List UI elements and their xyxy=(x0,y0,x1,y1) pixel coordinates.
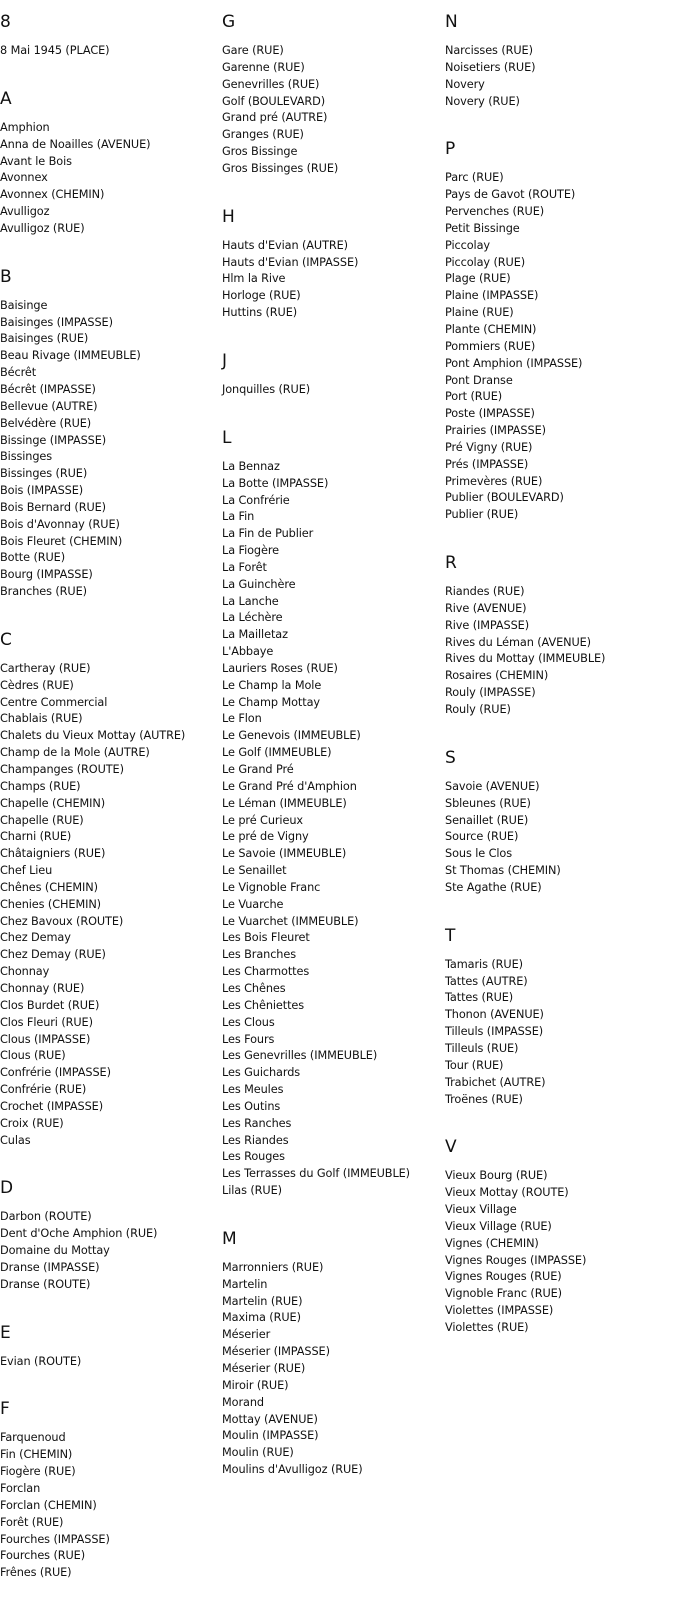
street-link[interactable]: Le Vuarche xyxy=(222,897,284,911)
street-link[interactable]: Farquenoud xyxy=(0,1431,66,1445)
street-index-column-1 xyxy=(0,0,222,1599)
street-link[interactable]: Branches (RUE) xyxy=(0,585,87,599)
street-list xyxy=(0,1354,222,1371)
street-link[interactable]: Rouly (IMPASSE) xyxy=(445,686,536,700)
street-link[interactable]: Riandes (RUE) xyxy=(445,585,525,599)
street-link[interactable]: Avonnex (CHEMIN) xyxy=(0,188,105,202)
street-link[interactable]: Chonnay (RUE) xyxy=(0,981,85,995)
street-link[interactable]: Moulin (RUE) xyxy=(222,1446,294,1460)
street-link[interactable]: Rosaires (CHEMIN) xyxy=(445,669,549,683)
street-link[interactable]: Avulligoz xyxy=(0,205,50,219)
street-link[interactable]: Publier (BOULEVARD) xyxy=(445,491,564,505)
street-link[interactable]: Baisinge xyxy=(0,298,48,312)
street-link[interactable]: Tattes (RUE) xyxy=(445,991,514,1005)
street-link[interactable]: Bois Fleuret (CHEMIN) xyxy=(0,534,123,548)
street-link[interactable]: Sbleunes (RUE) xyxy=(445,796,531,810)
street-link[interactable]: Charni (RUE) xyxy=(0,830,72,844)
street-link[interactable]: Le Léman (IMMEUBLE) xyxy=(222,796,347,810)
street-link[interactable]: Bellevue (AUTRE) xyxy=(0,399,98,413)
street-link[interactable]: Lauriers Roses (RUE) xyxy=(222,661,338,675)
street-link[interactable]: Forêt (RUE) xyxy=(0,1515,64,1529)
street-link[interactable]: Forclan (CHEMIN) xyxy=(0,1498,97,1512)
street-link[interactable]: Châtaigniers (RUE) xyxy=(0,847,106,861)
street-link[interactable]: Les Meules xyxy=(222,1083,284,1097)
street-link[interactable]: Les Rouges xyxy=(222,1150,285,1164)
section-spacer xyxy=(222,322,444,339)
letter-section-e xyxy=(0,1311,222,1388)
street-link[interactable]: Les Ranches xyxy=(222,1116,292,1130)
street-link[interactable]: Clous (IMPASSE) xyxy=(0,1032,91,1046)
street-link[interactable]: Tilleuls (IMPASSE) xyxy=(445,1025,544,1039)
street-link[interactable]: Hlm la Rive xyxy=(222,272,286,286)
street-link[interactable]: Bois Bernard (RUE) xyxy=(0,500,106,514)
street-link[interactable]: Pommiers (RUE) xyxy=(445,339,536,353)
street-link[interactable]: Méserier xyxy=(222,1328,271,1342)
street-link[interactable]: Plage (RUE) xyxy=(445,272,511,286)
section-spacer xyxy=(0,238,222,255)
street-list xyxy=(222,1260,444,1479)
street-link[interactable]: Pont Dranse xyxy=(445,373,513,387)
section-spacer xyxy=(445,524,667,541)
street-link[interactable]: Genevrilles (RUE) xyxy=(222,77,320,91)
letter-section-g xyxy=(222,0,444,195)
street-link[interactable]: La Forêt xyxy=(222,560,267,574)
street-link[interactable]: Avonnex xyxy=(0,171,48,185)
street-link[interactable]: Garenne (RUE) xyxy=(222,60,305,74)
section-letter-heading: N xyxy=(445,12,458,32)
street-link[interactable]: Troënes (RUE) xyxy=(445,1092,523,1106)
street-link[interactable]: Plante (CHEMIN) xyxy=(445,322,537,336)
street-link[interactable]: Le Senaillet xyxy=(222,864,287,878)
street-link[interactable]: Bissinges (RUE) xyxy=(0,467,88,481)
street-link[interactable]: Crochet (IMPASSE) xyxy=(0,1099,104,1113)
section-letter-heading: T xyxy=(445,925,456,946)
street-link[interactable]: Beau Rivage (IMMEUBLE) xyxy=(0,349,141,363)
street-link[interactable]: Vieux Mottay (ROUTE) xyxy=(445,1186,569,1200)
street-link[interactable]: Le pré Curieux xyxy=(222,813,303,827)
street-list xyxy=(0,43,222,60)
letter-section-a xyxy=(0,77,222,255)
street-list xyxy=(0,1209,222,1293)
street-link[interactable]: Lilas (RUE) xyxy=(222,1184,282,1198)
street-link[interactable]: Trabichet (AUTRE) xyxy=(445,1075,546,1089)
street-link[interactable]: Martelin (RUE) xyxy=(222,1294,303,1308)
street-link[interactable]: La Botte (IMPASSE) xyxy=(222,476,329,490)
street-link[interactable]: Maxima (RUE) xyxy=(222,1311,301,1325)
section-spacer xyxy=(0,60,222,77)
letter-section-f xyxy=(0,1387,222,1599)
letter-section-n xyxy=(445,0,667,127)
street-link[interactable]: Avulligoz (RUE) xyxy=(0,221,85,235)
street-link[interactable]: Vignes (CHEMIN) xyxy=(445,1236,539,1250)
street-link[interactable]: Le Grand Pré xyxy=(222,763,294,776)
street-list xyxy=(0,1430,222,1582)
street-link[interactable]: Publier (RUE) xyxy=(445,508,519,522)
street-link[interactable]: L'Abbaye xyxy=(222,645,274,659)
street-link[interactable]: Narcisses (RUE) xyxy=(445,44,533,57)
letter-section-v xyxy=(445,1125,667,1353)
street-link[interactable]: Sous le Clos xyxy=(445,847,513,861)
street-link[interactable]: Chapelle (CHEMIN) xyxy=(0,796,106,810)
section-letter-heading: E xyxy=(0,1322,11,1343)
street-link[interactable]: Morand xyxy=(222,1395,264,1409)
street-link[interactable]: Champ de la Mole (AUTRE) xyxy=(0,746,150,760)
street-link[interactable]: Centre Commercial xyxy=(0,695,108,709)
street-link[interactable]: Confrérie (RUE) xyxy=(0,1083,87,1097)
street-link[interactable]: Le Vignoble Franc xyxy=(222,880,321,894)
street-link[interactable]: Champanges (ROUTE) xyxy=(0,763,124,776)
section-letter-heading: L xyxy=(222,427,232,448)
letter-section-d xyxy=(0,1166,222,1310)
street-link[interactable]: Bourg (IMPASSE) xyxy=(0,568,93,582)
street-link[interactable]: Le Flon xyxy=(222,712,262,726)
street-link[interactable]: Pays de Gavot (ROUTE) xyxy=(445,188,576,202)
street-list xyxy=(222,238,444,322)
street-link[interactable]: La Fiogère xyxy=(222,544,280,558)
street-link[interactable]: Evian (ROUTE) xyxy=(0,1354,82,1368)
street-link[interactable]: Piccolay xyxy=(445,238,490,252)
street-link[interactable]: Le pré de Vigny xyxy=(222,830,309,844)
section-letter-heading: F xyxy=(0,1399,10,1420)
street-link[interactable]: Gare (RUE) xyxy=(222,44,284,57)
street-link[interactable]: La Bennaz xyxy=(222,459,280,473)
section-letter-heading: S xyxy=(445,747,456,768)
street-link[interactable]: Belvédère (RUE) xyxy=(0,416,92,430)
street-link[interactable]: Le Genevois (IMMEUBLE) xyxy=(222,729,361,743)
street-link[interactable]: Darbon (ROUTE) xyxy=(0,1210,92,1224)
section-letter-heading: V xyxy=(445,1137,457,1158)
street-list xyxy=(0,298,222,601)
street-link[interactable]: La Mailletaz xyxy=(222,628,288,642)
section-spacer xyxy=(0,1370,222,1387)
street-link[interactable]: Ste Agathe (RUE) xyxy=(445,880,542,894)
street-link[interactable]: Pont Amphion (IMPASSE) xyxy=(445,356,583,370)
street-link[interactable]: Les Riandes xyxy=(222,1133,289,1147)
street-link[interactable]: Cèdres (RUE) xyxy=(0,678,74,692)
section-spacer xyxy=(445,1108,667,1125)
street-link[interactable]: Moulin (IMPASSE) xyxy=(222,1429,319,1443)
street-list xyxy=(222,382,444,399)
street-link[interactable]: Prés (IMPASSE) xyxy=(445,457,529,471)
street-list xyxy=(445,779,667,897)
street-list xyxy=(445,43,667,110)
street-link[interactable]: Les Clous xyxy=(222,1015,275,1029)
street-link[interactable]: Fiogère (RUE) xyxy=(0,1465,76,1479)
section-letter-heading: 8 xyxy=(0,12,11,32)
letter-section-p xyxy=(445,127,667,541)
street-link[interactable]: La Fin de Publier xyxy=(222,527,314,541)
street-link[interactable]: Chalets du Vieux Mottay (AUTRE) xyxy=(0,729,186,743)
street-link[interactable]: Vignes Rouges (RUE) xyxy=(445,1270,562,1284)
street-link[interactable]: Les Chênes xyxy=(222,981,286,995)
street-link[interactable]: Clous (RUE) xyxy=(0,1049,66,1063)
street-link[interactable]: Chez Demay (RUE) xyxy=(0,948,106,962)
street-link[interactable]: Tour (RUE) xyxy=(445,1058,504,1072)
street-link[interactable]: Baisinges (RUE) xyxy=(0,332,89,346)
letter-section-r xyxy=(445,541,667,736)
section-letter-heading: J xyxy=(222,350,228,371)
street-link[interactable]: Savoie (AVENUE) xyxy=(445,779,540,793)
street-link[interactable]: Forclan xyxy=(0,1482,41,1495)
section-letter-heading: M xyxy=(222,1228,237,1249)
street-link[interactable]: Dranse (ROUTE) xyxy=(0,1277,91,1291)
street-link[interactable]: Anna de Noailles (AVENUE) xyxy=(0,137,151,151)
street-link[interactable]: Vignoble Franc (RUE) xyxy=(445,1287,562,1301)
letter-section-m xyxy=(222,1217,444,1496)
street-index-column-3 xyxy=(445,0,667,1354)
street-link[interactable]: Chenies (CHEMIN) xyxy=(0,897,101,911)
street-link[interactable]: Baisinges (IMPASSE) xyxy=(0,315,113,329)
street-link[interactable]: Le Golf (IMMEUBLE) xyxy=(222,746,332,760)
street-link[interactable]: Novery xyxy=(445,77,485,91)
street-link[interactable]: Avant le Bois xyxy=(0,154,72,168)
street-link[interactable]: Tilleuls (RUE) xyxy=(445,1041,519,1055)
letter-section-j xyxy=(222,339,444,416)
street-link[interactable]: Les Guichards xyxy=(222,1066,301,1080)
street-link[interactable]: Fourches (IMPASSE) xyxy=(0,1532,110,1546)
street-link[interactable]: Chablais (RUE) xyxy=(0,712,83,726)
street-link[interactable]: Plaine (RUE) xyxy=(445,306,514,320)
street-link[interactable]: Tamaris (RUE) xyxy=(445,957,523,971)
street-list xyxy=(445,170,667,524)
street-link[interactable]: Chênes (CHEMIN) xyxy=(0,880,98,894)
street-link[interactable]: Parc (RUE) xyxy=(445,171,504,185)
street-link[interactable]: Tattes (AUTRE) xyxy=(445,974,528,988)
street-link[interactable]: Les Fours xyxy=(222,1032,275,1046)
street-link[interactable]: Dranse (IMPASSE) xyxy=(0,1260,100,1274)
street-link[interactable]: Bissinges xyxy=(0,450,53,464)
street-link[interactable]: Grand pré (AUTRE) xyxy=(222,111,328,125)
street-link[interactable]: Vieux Village xyxy=(445,1203,517,1217)
street-link[interactable]: Chez Bavoux (ROUTE) xyxy=(0,914,124,928)
street-link[interactable]: Fourches (RUE) xyxy=(0,1549,86,1563)
street-link[interactable]: Culas xyxy=(0,1133,31,1147)
letter-section-s xyxy=(445,736,667,914)
street-link[interactable]: Bécrêt (IMPASSE) xyxy=(0,382,96,396)
street-link[interactable]: Cartheray (RUE) xyxy=(0,661,91,675)
section-spacer xyxy=(0,1149,222,1166)
street-link[interactable]: Miroir (RUE) xyxy=(222,1378,289,1392)
street-link[interactable]: Le Champ Mottay xyxy=(222,695,320,709)
street-list xyxy=(445,1168,667,1336)
street-link[interactable]: Source (RUE) xyxy=(445,830,519,844)
section-spacer xyxy=(222,1200,444,1217)
section-letter-heading: H xyxy=(222,206,235,227)
street-link[interactable]: Croix (RUE) xyxy=(0,1116,64,1130)
street-link[interactable]: Champs (RUE) xyxy=(0,779,81,793)
street-link[interactable]: Senaillet (RUE) xyxy=(445,813,529,827)
street-link[interactable]: Huttins (RUE) xyxy=(222,306,298,320)
section-letter-heading: P xyxy=(445,139,456,160)
section-letter-heading: C xyxy=(0,629,12,650)
street-link[interactable]: La Guinchère xyxy=(222,577,296,591)
letter-section-b xyxy=(0,255,222,618)
street-link[interactable]: Prairies (IMPASSE) xyxy=(445,424,546,438)
letter-section-8 xyxy=(0,0,222,77)
street-link[interactable]: Bois (IMPASSE) xyxy=(0,484,84,498)
section-letter-heading: A xyxy=(0,88,12,109)
street-link[interactable]: Le Savoie (IMMEUBLE) xyxy=(222,847,347,861)
street-link[interactable]: Chez Demay xyxy=(0,931,71,945)
street-link[interactable]: Confrérie (IMPASSE) xyxy=(0,1066,111,1080)
section-spacer xyxy=(445,110,667,127)
street-link[interactable]: La Fin xyxy=(222,510,255,524)
street-link[interactable]: Les Chêniettes xyxy=(222,998,305,1012)
street-link[interactable]: Les Branches xyxy=(222,948,297,962)
section-spacer xyxy=(445,897,667,914)
street-link[interactable]: Jonquilles (RUE) xyxy=(222,382,311,396)
street-list xyxy=(445,957,667,1109)
street-link[interactable]: Thonon (AVENUE) xyxy=(445,1008,544,1022)
street-link[interactable]: Petit Bissinge xyxy=(445,221,520,235)
street-link[interactable]: Les Outins xyxy=(222,1099,281,1113)
street-link[interactable]: Vieux Bourg (RUE) xyxy=(445,1169,548,1183)
street-link[interactable]: Rive (IMPASSE) xyxy=(445,618,530,632)
street-link[interactable]: Primevères (RUE) xyxy=(445,474,543,488)
section-spacer xyxy=(0,1582,222,1599)
section-letter-heading: G xyxy=(222,12,236,32)
street-link[interactable]: Mottay (AVENUE) xyxy=(222,1412,318,1426)
street-link[interactable]: Violettes (IMPASSE) xyxy=(445,1304,554,1318)
street-list xyxy=(222,43,444,178)
street-link[interactable]: Vignes Rouges (IMPASSE) xyxy=(445,1253,587,1267)
street-link[interactable]: Fin (CHEMIN) xyxy=(0,1448,73,1462)
street-link[interactable]: Violettes (RUE) xyxy=(445,1320,529,1334)
street-list xyxy=(0,120,222,238)
street-link[interactable]: Moulins d'Avulligoz (RUE) xyxy=(222,1463,363,1477)
street-link[interactable]: Frênes (RUE) xyxy=(0,1566,72,1580)
section-spacer xyxy=(445,719,667,736)
letter-section-t xyxy=(445,914,667,1126)
street-link[interactable]: Bois d'Avonnay (RUE) xyxy=(0,517,120,531)
section-spacer xyxy=(0,1294,222,1311)
street-link[interactable]: Chonnay xyxy=(0,965,50,979)
street-list xyxy=(0,661,222,1149)
street-list xyxy=(222,459,444,1200)
street-link[interactable]: Les Charmottes xyxy=(222,965,310,979)
section-letter-heading: D xyxy=(0,1178,14,1199)
street-link[interactable]: Gros Bissinge xyxy=(222,145,298,159)
street-link[interactable]: Poste (IMPASSE) xyxy=(445,407,535,421)
street-link[interactable]: La Léchère xyxy=(222,611,283,625)
street-link[interactable]: Hauts d'Evian (IMPASSE) xyxy=(222,255,359,269)
street-link[interactable]: Rives du Mottay (IMMEUBLE) xyxy=(445,652,606,666)
street-link[interactable]: Méserier (IMPASSE) xyxy=(222,1345,330,1359)
street-link[interactable]: Port (RUE) xyxy=(445,390,503,404)
street-link[interactable]: Piccolay (RUE) xyxy=(445,255,526,269)
street-link[interactable]: La Confrérie xyxy=(222,493,290,507)
street-link[interactable]: Pervenches (RUE) xyxy=(445,205,545,219)
street-link[interactable]: Gros Bissinges (RUE) xyxy=(222,161,339,175)
street-link[interactable]: Bécrêt xyxy=(0,366,37,380)
street-link[interactable]: Pré Vigny (RUE) xyxy=(445,440,533,454)
section-spacer xyxy=(222,399,444,416)
street-link[interactable]: Horloge (RUE) xyxy=(222,289,301,303)
section-letter-heading: B xyxy=(0,266,12,287)
street-link[interactable]: Le Grand Pré d'Amphion xyxy=(222,779,357,793)
street-link[interactable]: Rives du Léman (AVENUE) xyxy=(445,635,591,649)
street-link[interactable]: St Thomas (CHEMIN) xyxy=(445,864,561,878)
street-link[interactable]: Noisetiers (RUE) xyxy=(445,60,536,74)
street-index-column-2 xyxy=(222,0,444,1496)
letter-section-l xyxy=(222,416,444,1217)
section-spacer xyxy=(222,178,444,195)
letter-section-c xyxy=(0,618,222,1166)
street-link[interactable]: Rouly (RUE) xyxy=(445,703,511,716)
section-spacer xyxy=(222,1479,444,1496)
street-link[interactable]: Marronniers (RUE) xyxy=(222,1260,324,1274)
street-link[interactable]: Amphion xyxy=(0,120,50,134)
street-link[interactable]: Clos Burdet (RUE) xyxy=(0,998,100,1012)
street-link[interactable]: Méserier (RUE) xyxy=(222,1362,306,1375)
street-link[interactable]: Botte (RUE) xyxy=(0,551,66,565)
street-link[interactable]: Domaine du Mottay xyxy=(0,1244,110,1258)
street-link[interactable]: 8 Mai 1945 (PLACE) xyxy=(0,44,110,57)
street-link[interactable]: Dent d'Oche Amphion (RUE) xyxy=(0,1227,158,1241)
street-list xyxy=(445,584,667,719)
street-link[interactable]: Bissinge (IMPASSE) xyxy=(0,433,107,447)
street-link[interactable]: Chapelle (RUE) xyxy=(0,813,84,827)
street-link[interactable]: Les Genevrilles (IMMEUBLE) xyxy=(222,1049,378,1063)
street-link[interactable]: Chef Lieu xyxy=(0,864,53,878)
street-link[interactable]: Hauts d'Evian (AUTRE) xyxy=(222,238,348,252)
street-link[interactable]: Rive (AVENUE) xyxy=(445,601,527,615)
street-link[interactable]: Vieux Village (RUE) xyxy=(445,1219,552,1233)
street-link[interactable]: Le Vuarchet (IMMEUBLE) xyxy=(222,914,359,928)
section-spacer xyxy=(445,1337,667,1354)
section-spacer xyxy=(0,601,222,618)
street-link[interactable]: Granges (RUE) xyxy=(222,128,304,142)
street-link[interactable]: Golf (BOULEVARD) xyxy=(222,94,326,108)
section-letter-heading: R xyxy=(445,553,457,574)
street-link[interactable]: Plaine (IMPASSE) xyxy=(445,289,539,303)
street-link[interactable]: Les Terrasses du Golf (IMMEUBLE) xyxy=(222,1167,410,1181)
letter-section-h xyxy=(222,195,444,339)
street-link[interactable]: Novery (RUE) xyxy=(445,94,520,108)
street-link[interactable]: Le Champ la Mole xyxy=(222,678,322,692)
street-link[interactable]: Martelin xyxy=(222,1277,268,1291)
street-link[interactable]: La Lanche xyxy=(222,594,279,608)
street-link[interactable]: Clos Fleuri (RUE) xyxy=(0,1015,93,1029)
street-link[interactable]: Les Bois Fleuret xyxy=(222,931,310,945)
